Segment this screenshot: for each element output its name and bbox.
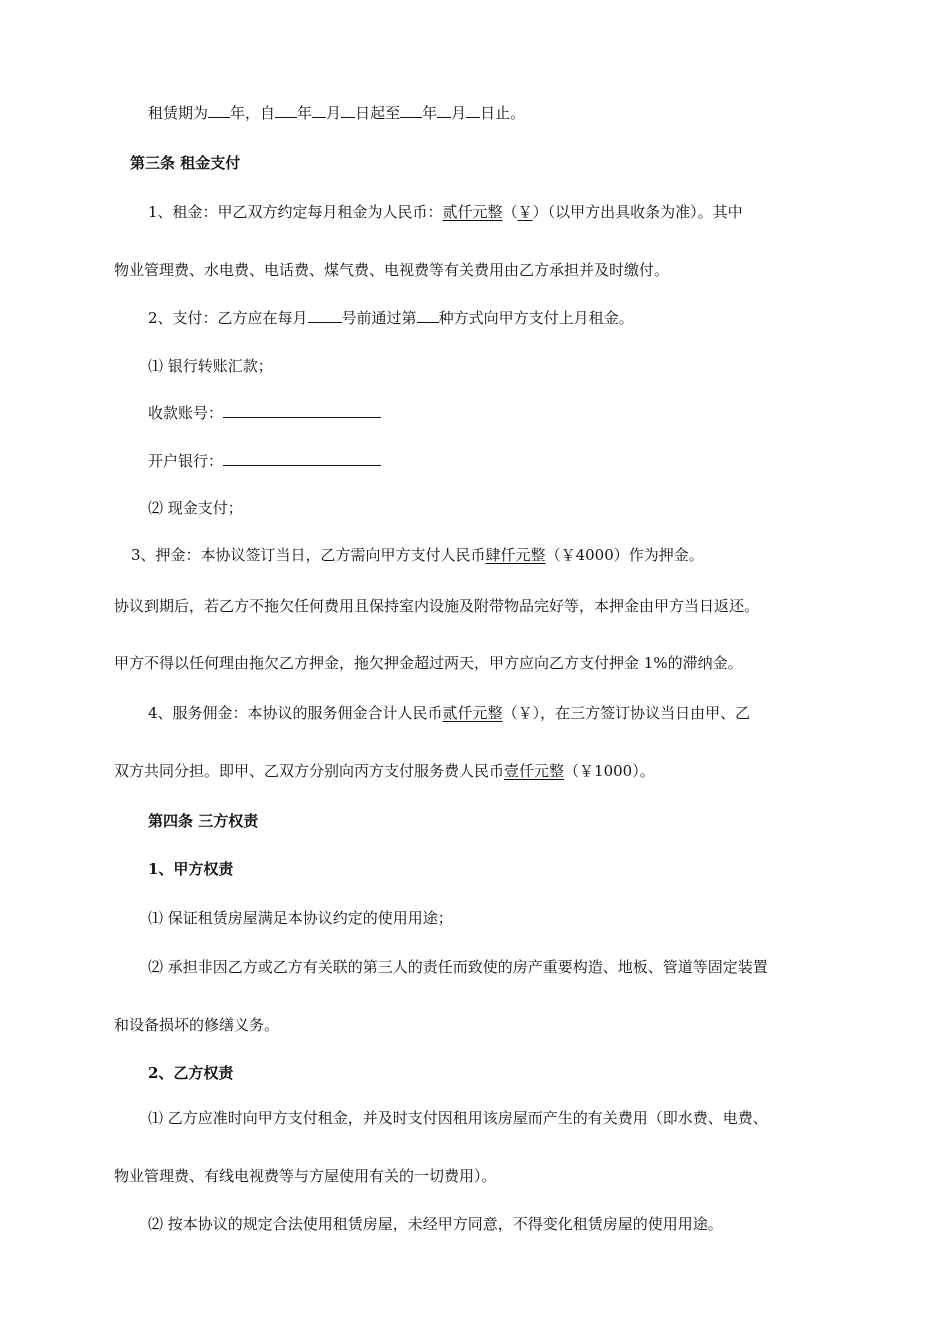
lease-period-text: 年，自 — [230, 104, 276, 122]
bank-field[interactable] — [223, 451, 381, 466]
payment-text: 2、支付：乙方应在每月 — [148, 309, 308, 327]
account-number-label: 收款账号： — [148, 404, 224, 422]
deposit-text: 3、押金：本协议签订当日，乙方需向甲方支付人民币 — [131, 546, 486, 564]
payment-option-1: ⑴ 银行转账汇款； — [148, 357, 273, 375]
blank-end-month[interactable] — [437, 103, 451, 118]
commission-text: （￥），在三方签订协议当日由甲、乙 — [502, 704, 751, 722]
commission-clause — [148, 703, 750, 723]
rent-text: 1、租金：甲乙双方约定每月租金为人民币： — [148, 203, 443, 221]
party-a-item-2-cont: 和设备损坏的修缮义务。 — [114, 1016, 280, 1034]
deposit-text: （￥4000）作为押金。 — [545, 546, 704, 564]
blank-start-month[interactable] — [312, 103, 326, 118]
lease-period-text: 年 — [422, 104, 438, 122]
rent-yen: ￥ — [517, 203, 533, 221]
deposit-clause — [131, 545, 704, 565]
blank-pay-method[interactable] — [417, 308, 439, 323]
rent-amount: 贰仟元整 — [442, 203, 503, 221]
commission-text: 4、服务佣金：本协议的服务佣金合计人民币 — [148, 704, 443, 722]
lease-period-text: 日止。 — [480, 104, 526, 122]
lease-period-text: 日起至 — [355, 104, 401, 122]
payment-option-2: ⑵ 现金支付； — [148, 499, 243, 517]
party-b-title: 2、乙方权责 — [148, 1064, 234, 1082]
commission-text: 双方共同分担。即甲、乙双方分别向丙方支付服务费人民币 — [114, 762, 505, 780]
lease-period-text: 月 — [326, 104, 342, 122]
party-b-item-2: ⑵ 按本协议的规定合法使用租赁房屋，未经甲方同意，不得变化租赁房屋的使用用途。 — [148, 1215, 723, 1233]
party-b-item-1-cont: 物业管理费、有线电视费等与方屋使用有关的一切费用）。 — [114, 1167, 497, 1185]
account-number-field[interactable] — [223, 403, 381, 418]
rent-clause — [148, 202, 743, 222]
party-b-item-1: ⑴ 乙方应准时向甲方支付租金，并及时支付因租用该房屋而产生的有关费用（即水费、电费、 — [148, 1109, 768, 1127]
blank-years[interactable] — [208, 103, 230, 118]
article-3-title: 第三条 租金支付 — [130, 154, 241, 172]
lease-period-text: 年 — [297, 104, 313, 122]
blank-start-year[interactable] — [275, 103, 297, 118]
party-a-title: 1、甲方权责 — [148, 860, 234, 878]
bank-line — [148, 451, 381, 471]
commission-text: （￥1000）。 — [564, 762, 655, 780]
deposit-clause-cont-2: 甲方不得以任何理由拖欠乙方押金，拖欠押金超过两天，甲方应向乙方支付押金 1%的滞纳金。 — [114, 654, 743, 672]
payment-text: 号前通过第 — [341, 309, 417, 327]
bank-label: 开户银行： — [148, 452, 224, 470]
party-a-item-2: ⑵ 承担非因乙方或乙方有关联的第三人的责任而致使的房产重要构造、地板、管道等固定装置 — [148, 958, 768, 976]
commission-amount: 贰仟元整 — [442, 704, 503, 722]
rent-clause-cont: 物业管理费、水电费、电话费、煤气费、电视费等有关费用由乙方承担并及时缴付。 — [114, 261, 670, 279]
payment-text: 种方式向甲方支付上月租金。 — [438, 309, 634, 327]
blank-pay-day[interactable] — [308, 308, 342, 323]
deposit-clause-cont: 协议到期后，若乙方不拖欠任何费用且保持室内设施及附带物品完好等，本押金由甲方当日返还。 — [114, 597, 760, 615]
blank-end-day[interactable] — [466, 103, 480, 118]
payment-clause — [148, 308, 634, 328]
rent-text: （ — [502, 203, 518, 221]
lease-period-text: 租赁期为 — [148, 104, 209, 122]
lease-period-line — [148, 103, 525, 123]
blank-end-year[interactable] — [400, 103, 422, 118]
deposit-amount: 肆仟元整 — [485, 546, 546, 564]
blank-start-day[interactable] — [341, 103, 355, 118]
account-number-line — [148, 403, 381, 423]
article-4-title: 第四条 三方权责 — [148, 812, 259, 830]
lease-period-text: 月 — [451, 104, 467, 122]
commission-share-amount: 壹仟元整 — [504, 762, 565, 780]
party-a-item-1: ⑴ 保证租赁房屋满足本协议约定的使用用途； — [148, 909, 453, 927]
rent-text: ）（以甲方出具收条为准）。其中 — [532, 203, 743, 221]
commission-clause-cont — [114, 761, 655, 781]
